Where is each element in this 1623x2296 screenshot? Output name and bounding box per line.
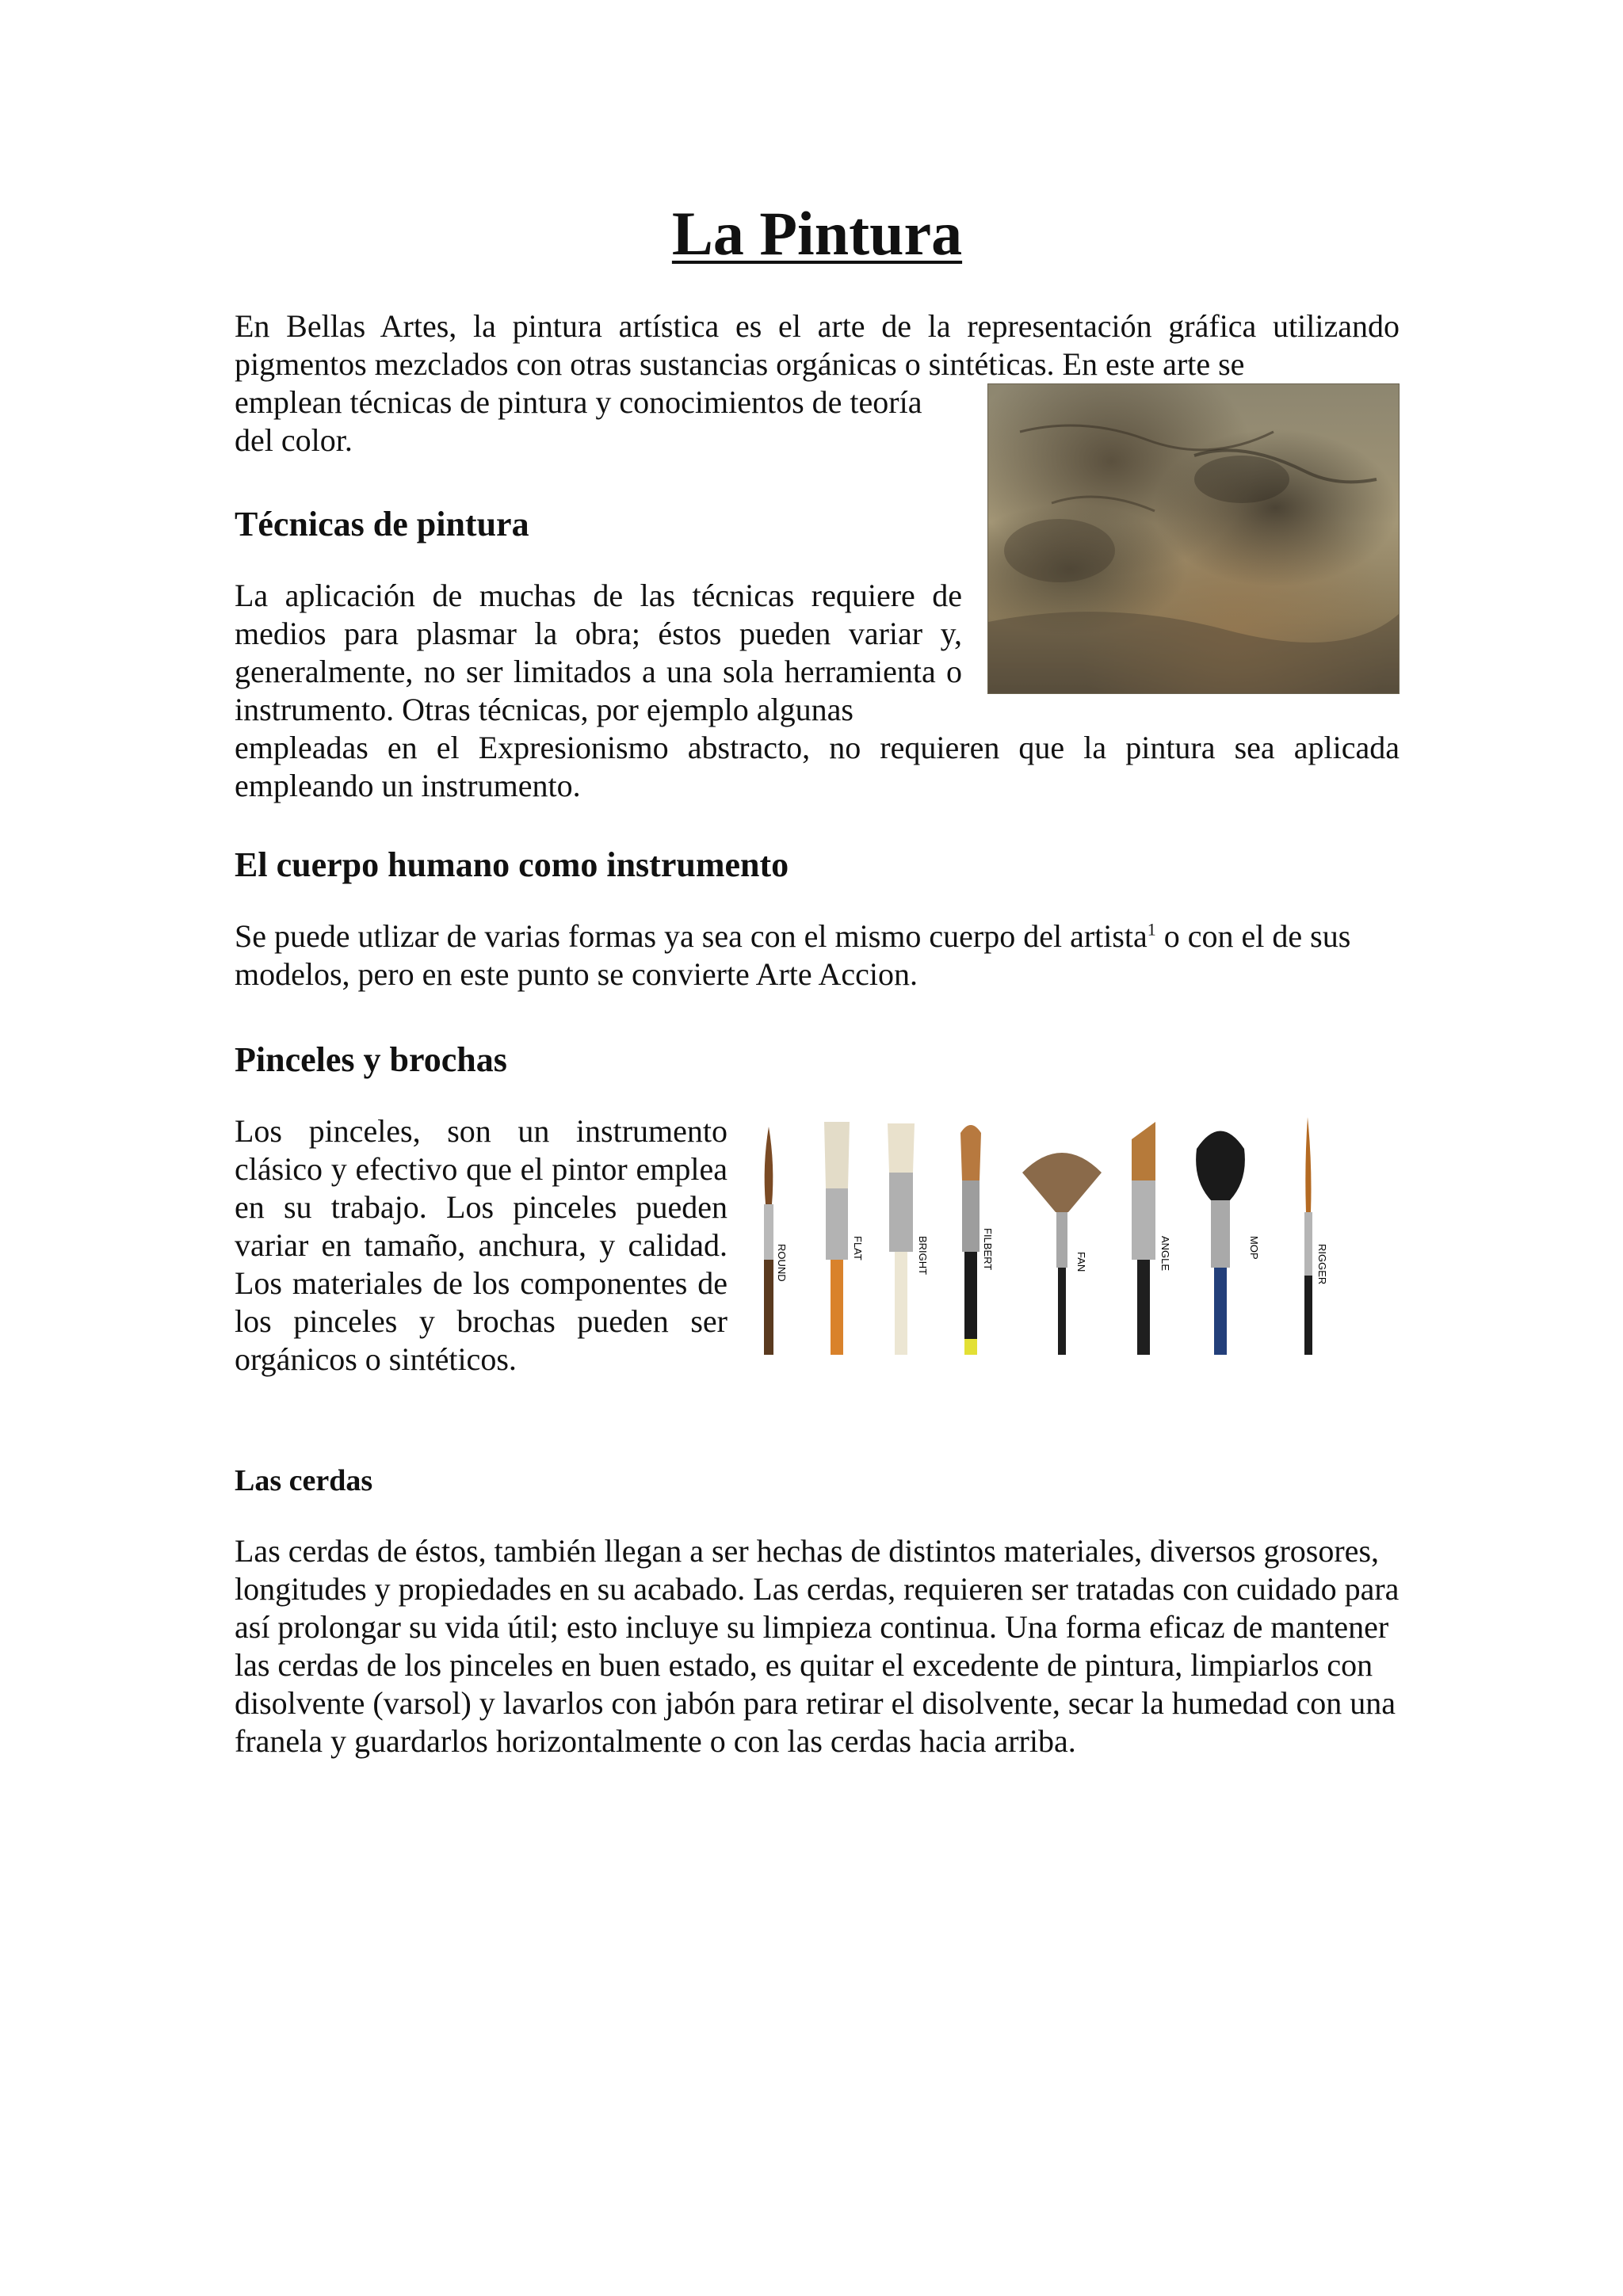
brush-bright-icon — [888, 1123, 929, 1355]
brush-label-round: ROUND — [776, 1244, 788, 1282]
cerdas-paragraph: Las cerdas de éstos, también llegan a ser hechas de distintos materiales, diversos grosores, longitudes y propiedades en su acabado. Las cerdas, requieren ser tratadas con cuidado para así prolongar su vida útil; esto incluye su limpieza continua. Una forma eficaz de mantener las cerdas de los pinceles en buen estado, es quitar el excedente de pintura, limpiarlos con disolvente (varsol) y lavarlos con jabón para retirar el disolvente, secar la humedad con una franela y guardarlos horizontalmente o con las cerdas hacia arriba. — [235, 1533, 1400, 1759]
cuerpo-text-after: o con el de sus modelos, pero en este punto se convierte Arte Accion. — [235, 918, 1351, 992]
tecnicas-paragraph-wrapped: La aplicación de muchas de las técnicas requiere de medios para plasmar la obra; éstos pueden variar y, generalmente, no ser limitados a una sola herramienta o instrumento. Otras técnicas, por ejemplo algunas — [235, 578, 962, 727]
brush-label-rigger: RIGGER — [1316, 1244, 1328, 1285]
section-heading-tecnicas: Técnicas de pintura — [235, 505, 529, 543]
cuerpo-section — [235, 845, 1400, 994]
section-heading-pinceles: Pinceles y brochas — [235, 1040, 507, 1079]
tecnicas-paragraph-rest: empleadas en el Expresionismo abstracto, no requieren que la pintura sea aplicada empleando un instrumento. — [235, 730, 1400, 803]
brushes-image — [753, 1117, 1387, 1359]
section-heading-cerdas: Las cerdas — [235, 1464, 373, 1497]
brush-rigger-icon — [1304, 1117, 1328, 1355]
brush-mop-icon — [1196, 1131, 1260, 1356]
cerdas-section — [235, 1463, 1400, 1760]
brush-label-flat: FLAT — [852, 1236, 864, 1261]
cave-painting-illustration — [987, 383, 1400, 694]
cuerpo-paragraph — [235, 917, 1400, 994]
page-title: La Pintura — [671, 199, 963, 268]
cuerpo-text-before: Se puede utlizar de varias formas ya sea con el mismo cuerpo del artista — [235, 918, 1148, 954]
brush-angle-icon — [1132, 1122, 1171, 1355]
brush-label-angle: ANGLE — [1159, 1236, 1171, 1272]
brush-round-icon — [764, 1127, 788, 1355]
cave-painting-image — [987, 383, 1400, 698]
footnote-marker: 1 — [1147, 919, 1156, 940]
brushes-illustration — [753, 1117, 1387, 1355]
brush-label-bright: BRIGHT — [917, 1236, 929, 1276]
brush-label-mop: MOP — [1248, 1236, 1260, 1260]
brush-flat-icon — [824, 1122, 864, 1355]
brush-filbert-icon — [960, 1125, 994, 1355]
brush-fan-icon — [1022, 1153, 1102, 1355]
section-heading-cuerpo: El cuerpo humano como instrumento — [235, 845, 789, 884]
intro-paragraph-first-lines: En Bellas Artes, la pintura artística es el arte de la representación gráfica utilizando pigmentos mezclados con otras sustancias orgánicas o sintéticas. En este arte se — [235, 308, 1400, 382]
pinceles-body — [235, 1112, 1400, 1429]
intro-paragraph-last-lines: emplean técnicas de pintura y conocimientos de teoría del color. — [235, 384, 922, 458]
pinceles-section — [235, 1039, 1400, 1429]
intro-section — [235, 307, 1400, 805]
brush-label-fan: FAN — [1075, 1252, 1087, 1272]
brush-label-filbert: FILBERT — [982, 1228, 994, 1271]
pinceles-paragraph: Los pinceles, son un instrumento clásico y efectivo que el pintor emplea en su trabajo. Los pinceles pueden variar en tamaño, anchura, y calidad. Los materiales de los componentes de los pinceles y brochas pueden ser orgánicos o sintéticos. — [235, 1113, 727, 1377]
